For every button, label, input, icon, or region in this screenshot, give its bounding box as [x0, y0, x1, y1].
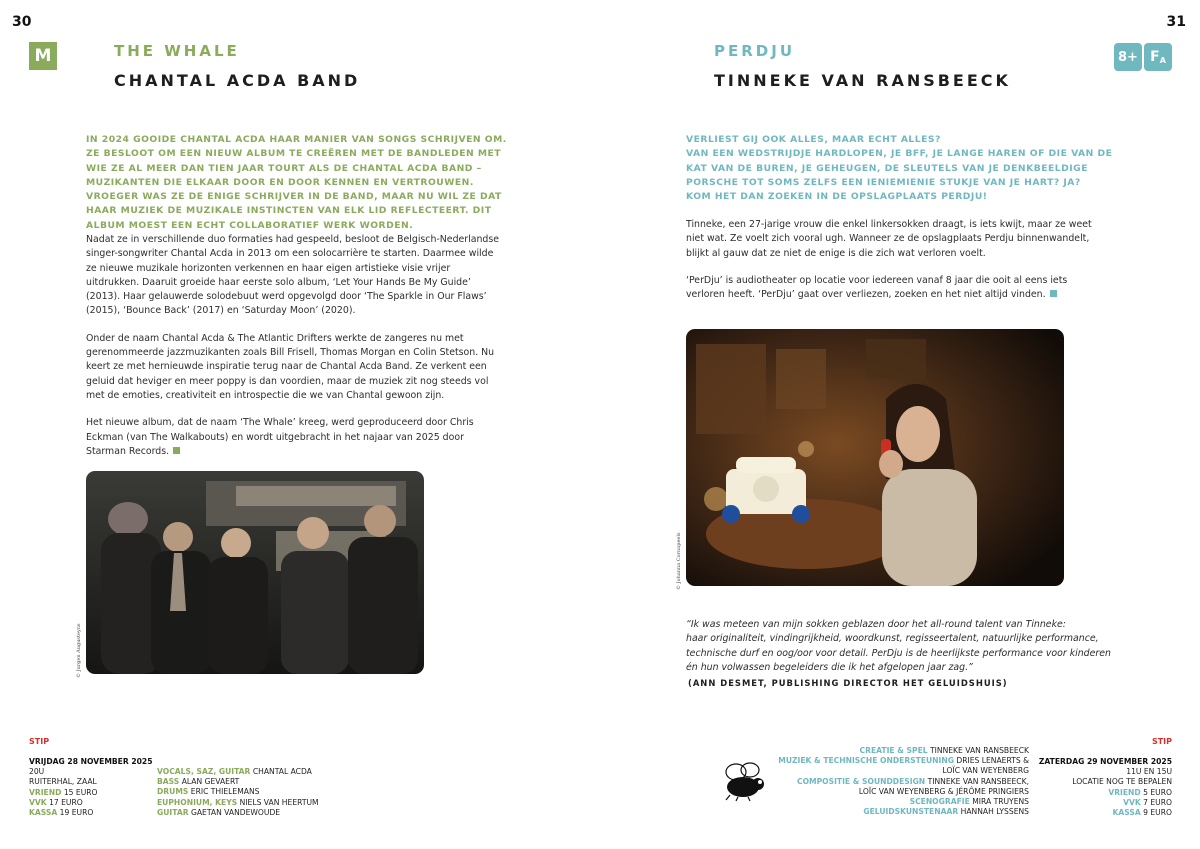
quote-author: (ANN DESMET, PUBLISHING DIRECTOR HET GELUIDSHUIS) [688, 678, 1008, 688]
paragraph: Onder de naam Chantal Acda & The Atlantic Drifters werkte de zangeres nu met gerenommeerde jazzmuzikanten zoals Bill Frisell, Thomas Morgan en Colin Stetson. Nu keert ze met hernieuwde inspiratie terug naar de Chantal Acda Band. Ze verkent een geluid dat heviger en meer poppy is dan voordien, maar de muziek zit nog steeds vol met de emoties, creativiteit en introspectie die we van Chantal gewoon zijn. [86, 332, 495, 401]
price-row: KASSA 19 EURO [29, 808, 94, 818]
price-row: VVK 17 EURO [29, 797, 83, 807]
credit-row: GUITAR GAETAN VANDEWOUDE [157, 807, 281, 817]
article-body-left [86, 233, 506, 472]
performance-photo [686, 329, 1064, 586]
credit-row: LOÏC VAN WEYENBERG [942, 766, 1029, 776]
credit-row: CREATIE & SPEL TINNEKE VAN RANSBEECK [859, 746, 1029, 755]
paragraph: Tinneke, een 27-jarige vrouw die enkel linkersokken draagt, is iets kwijt, maar ze weet niet wat. Ze voelt zich vooral ugh. Wanneer ze de opslagplaats Perdju binnenwandelt, blijkt al gauw dat ze niet de enige is die zich wat verloren voelt. [686, 219, 1092, 259]
artist-title: CHANTAL ACDA BAND [114, 71, 361, 90]
page-number-right: 31 [1166, 14, 1186, 30]
credit-row: LOÏC VAN WEYENBERG & JÉRÔME PRINGIERS [858, 786, 1029, 796]
band-photo [86, 471, 424, 674]
event-venue: RUITERHAL, ZAAL [29, 777, 97, 787]
family-badge: F A [1144, 43, 1172, 71]
fly-logo-icon [716, 760, 772, 802]
credit-row: BASS ALAN GEVAERT [157, 777, 240, 787]
paragraph: Het nieuwe album, dat de naam ‘The Whale’ kreeg, werd geproduceerd door Chris Eckman (van The Walkabouts) en wordt uitgebracht in het najaar van 2025 door Starman Records. [86, 417, 474, 457]
intro-lead: VERLIEST GIJ OOK ALLES, MAAR ECHT ALLES? VAN EEN WEDSTRIJDJE HARDLOPEN, JE BFF, JE LANGE HAREN OF DIE VAN DE KAT VAN DE BUREN, JE GEHEUGEN, DE SLEUTELS VAN JE DENKBEELDIGE PORSCHE TOT SOMS ZELFS EEN IENIEMIENIE STUKJE VAN JE HART? JA? KOM HET DAN ZOEKEN IN DE OPSLAGPLAATS PERDJU! [686, 134, 1113, 203]
event-time: 11U EN 15U [1126, 767, 1172, 777]
production-category: THE WHALE [114, 42, 240, 60]
paragraph: Nadat ze in verschillende duo formaties had gespeeld, besloot de Belgisch-Nederlandse singer-songwriter Chantal Acda in 2013 om een solocarrière te starten. Daarmee wilde ze nieuwe muzikale horizonten verkennen en haar eigen artistieke visie vrijer uitdrukken. Daaruit groeide haar eerste solo album, ‘Let Your Hands Be My Guide’ (2013). Haar gelauwerde solodebuut werd opgevolgd door ‘The Sparkle in Our Flaws’ (2015), ‘Bounce Back’ (2017) en ‘Saturday Moon’ (2020). [86, 234, 500, 317]
event-info-right [1039, 757, 1172, 818]
credit-row: EUPHONIUM, KEYS NIELS VAN HEERTUM [157, 797, 319, 807]
credit-row: DRUMS ERIC THIELEMANS [157, 787, 260, 797]
event-date: VRIJDAG 28 NOVEMBER 2025 [29, 757, 153, 766]
production-category: PERDJU [714, 42, 796, 60]
price-row: VVK 7 EURO [1123, 797, 1172, 807]
credit-row: VOCALS, SAZ, GUITAR CHANTAL ACDA [157, 767, 312, 776]
credit-row: MUZIEK & TECHNISCHE ONDERSTEUNING DRIES LENAERTS & [778, 756, 1029, 766]
price-row: KASSA 9 EURO [1112, 808, 1172, 818]
artist-title: TINNEKE VAN RANSBEECK [714, 71, 1011, 90]
photo-credit-left: © Jurgen Augusteyns [76, 623, 82, 678]
credit-row: COMPOSITIE & SOUNDDESIGN TINNEKE VAN RANSBEECK, [797, 776, 1029, 786]
price-row: VRIEND 5 EURO [1108, 787, 1172, 797]
event-venue: LOCATIE NOG TE BEPALEN [1072, 777, 1172, 787]
credits-left [157, 767, 319, 818]
intro-lead: IN 2024 GOOIDE CHANTAL ACDA HAAR MANIER VAN SONGS SCHRIJVEN OM. ZE BESLOOT OM EEN NIEUW ALBUM TE CREËREN MET DE BANDLEDEN MET WIE ZE AL MEER DAN TIEN JAAR TOURT ALS DE CHANTAL ACDA BAND – MUZIKANTEN DIE ELKAAR DOOR EN DOOR KENNEN EN VERTROUWEN. VROEGER WAS ZE DE ENIGE SCHRIJVER IN DE BAND, MAAR NU WIL ZE DAT HAAR MUZIEK DE MUZIKALE INSTINCTEN VAN ELK LID REFLECTEERT. DIT ALBUM MOEST EEN ECHT COLLABORATIEF WERK WORDEN. [86, 134, 507, 231]
credit-row: GELUIDSKUNSTENAAR HANNAH LYSSENS [863, 807, 1029, 817]
credit-row: SCENOGRAFIE MIRA TRUYENS [909, 797, 1029, 807]
end-mark-icon [173, 447, 180, 454]
credits-right [778, 746, 1029, 817]
photo-credit-right: © Johanna Cornapeels [676, 532, 682, 590]
end-mark-icon [1050, 290, 1057, 297]
review-quote: “Ik was meteen van mijn sokken geblazen door het all-round talent van Tinneke: haar originaliteit, vindingrijkheid, woordkunst, regisseertalent, natuurlijke performance, technische durf en oog/oor voor detail. PerDju is de heerlijkste performance voor kinderen én hun volwassen begeleiders die ik het afgelopen jaar zag.” [686, 619, 1111, 673]
event-date: ZATERDAG 29 NOVEMBER 2025 [1038, 757, 1172, 766]
age-badge: 8+ [1114, 43, 1142, 71]
page-number-left: 30 [12, 14, 32, 30]
paragraph: ‘PerDju’ is audiotheater op locatie voor iedereen vanaf 8 jaar die ooit al eens iets verloren heeft. ‘PerDju’ gaat over verliezen, zoeken en het niet altijd vinden. [686, 274, 1068, 301]
stip-label-left: STIP [29, 737, 50, 746]
event-info-left [29, 757, 152, 818]
event-time: 20U [29, 767, 45, 777]
music-category-badge: M [29, 42, 57, 70]
price-row: VRIEND 15 EURO [29, 787, 98, 797]
article-body-right [686, 218, 1106, 315]
stip-label-right: STIP [1151, 737, 1172, 746]
